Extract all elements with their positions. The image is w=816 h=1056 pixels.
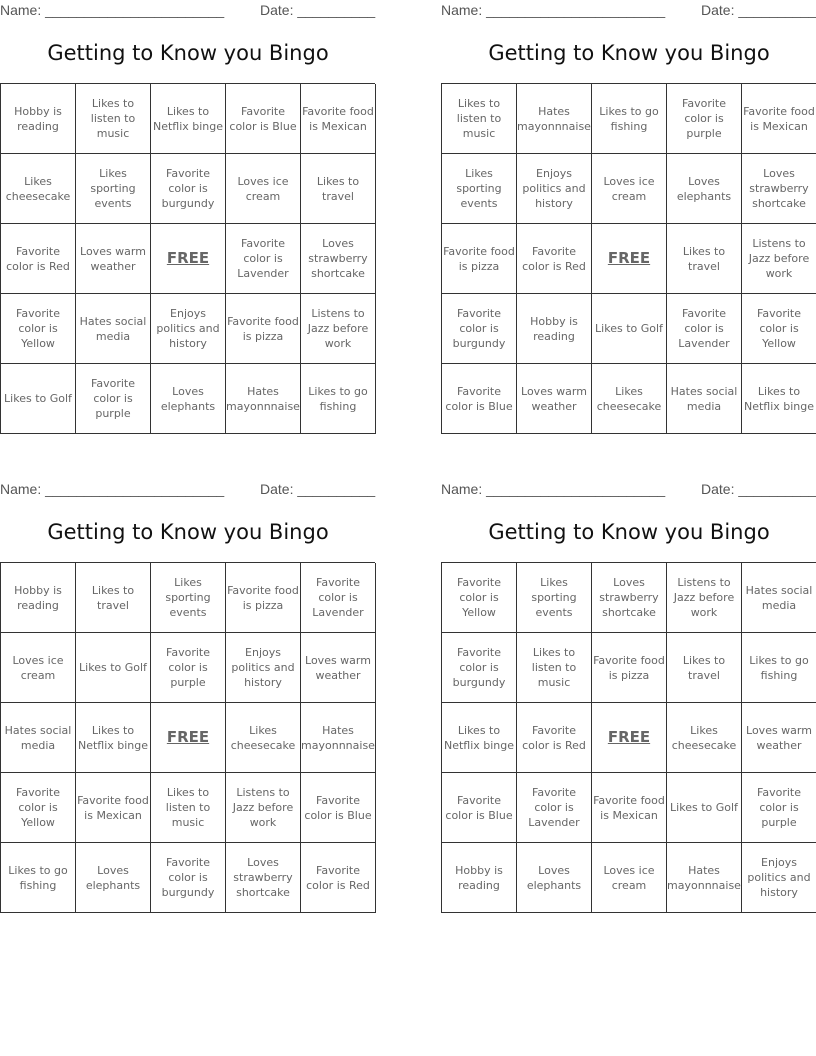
bingo-cell[interactable]: Favorite food is pizza — [592, 633, 667, 703]
bingo-cell[interactable]: Favorite color is Blue — [442, 773, 517, 843]
date-field[interactable]: Date: __________ — [701, 481, 816, 497]
bingo-cell[interactable]: Loves ice cream — [592, 843, 667, 913]
bingo-cell[interactable]: Hates social media — [667, 364, 742, 434]
bingo-cell[interactable]: Loves ice cream — [1, 633, 76, 703]
bingo-cell[interactable]: Hobby is reading — [517, 294, 592, 364]
bingo-cell[interactable]: Favorite color is Yellow — [742, 294, 816, 364]
bingo-cell[interactable]: Loves strawberry shortcake — [742, 154, 816, 224]
bingo-cell[interactable]: Favorite food is Mexican — [76, 773, 151, 843]
bingo-cell[interactable]: Likes to Golf — [76, 633, 151, 703]
bingo-cell[interactable]: Likes to travel — [667, 633, 742, 703]
bingo-cell[interactable]: Enjoys politics and history — [742, 843, 816, 913]
bingo-cell[interactable]: Enjoys politics and history — [517, 154, 592, 224]
bingo-cell[interactable]: Favorite color is Lavender — [517, 773, 592, 843]
bingo-cell[interactable]: Favorite color is Yellow — [1, 773, 76, 843]
bingo-cell[interactable]: Likes to go fishing — [592, 84, 667, 154]
bingo-cell[interactable]: Loves elephants — [151, 364, 226, 434]
bingo-cell[interactable]: Likes to listen to music — [76, 84, 151, 154]
bingo-cell[interactable]: Loves elephants — [76, 843, 151, 913]
bingo-cell[interactable]: Favorite color is Red — [517, 224, 592, 294]
bingo-cell[interactable]: Favorite color is Lavender — [301, 563, 376, 633]
bingo-cell[interactable]: Favorite color is Blue — [442, 364, 517, 434]
free-space[interactable]: FREE — [592, 224, 667, 294]
bingo-card-3 — [0, 479, 376, 919]
bingo-cell[interactable]: Likes sporting events — [517, 563, 592, 633]
bingo-cell[interactable]: Likes cheesecake — [226, 703, 301, 773]
bingo-cell[interactable]: Hates mayonnnaise — [517, 84, 592, 154]
bingo-cell[interactable]: Favorite color is Lavender — [667, 294, 742, 364]
bingo-cell[interactable]: Listens to Jazz before work — [742, 224, 816, 294]
bingo-cell[interactable]: Loves warm weather — [76, 224, 151, 294]
bingo-grid — [441, 562, 816, 913]
name-field[interactable]: Name: _______________________ — [441, 481, 666, 497]
name-date-row — [0, 2, 376, 22]
card-title: Getting to Know you Bingo — [47, 41, 329, 65]
bingo-cell[interactable]: Likes cheesecake — [592, 364, 667, 434]
bingo-cell[interactable]: Favorite color is purple — [667, 84, 742, 154]
bingo-cell[interactable]: Favorite color is Red — [301, 843, 376, 913]
bingo-cell[interactable]: Loves warm weather — [301, 633, 376, 703]
bingo-cell[interactable]: Listens to Jazz before work — [667, 563, 742, 633]
bingo-cell[interactable]: Likes to Golf — [592, 294, 667, 364]
bingo-cell[interactable]: Likes to Netflix binge — [742, 364, 816, 434]
bingo-cell[interactable]: Likes to travel — [76, 563, 151, 633]
bingo-cell[interactable]: Hobby is reading — [442, 843, 517, 913]
bingo-cell[interactable]: Loves warm weather — [742, 703, 816, 773]
bingo-card-4 — [441, 479, 816, 919]
bingo-cell[interactable]: Listens to Jazz before work — [226, 773, 301, 843]
bingo-grid — [441, 83, 816, 434]
bingo-cell[interactable]: Favorite color is Lavender — [226, 224, 301, 294]
bingo-cell[interactable]: Hates social media — [1, 703, 76, 773]
bingo-cell[interactable]: Loves elephants — [667, 154, 742, 224]
bingo-cell[interactable]: Favorite food is Mexican — [592, 773, 667, 843]
bingo-cell[interactable]: Favorite color is Blue — [226, 84, 301, 154]
bingo-cell[interactable]: Favorite food is Mexican — [301, 84, 376, 154]
bingo-cell[interactable]: Loves warm weather — [517, 364, 592, 434]
free-space[interactable]: FREE — [151, 703, 226, 773]
bingo-cell[interactable]: Likes to listen to music — [151, 773, 226, 843]
bingo-cell[interactable]: Likes to listen to music — [517, 633, 592, 703]
card-title: Getting to Know you Bingo — [488, 41, 770, 65]
bingo-cell[interactable]: Listens to Jazz before work — [301, 294, 376, 364]
bingo-cell[interactable]: Likes to Netflix binge — [76, 703, 151, 773]
bingo-cell[interactable]: Hates social media — [76, 294, 151, 364]
bingo-cell[interactable]: Likes to Golf — [667, 773, 742, 843]
bingo-cell[interactable]: Likes sporting events — [151, 563, 226, 633]
free-space[interactable]: FREE — [592, 703, 667, 773]
bingo-cell[interactable]: Likes to Netflix binge — [151, 84, 226, 154]
bingo-cell[interactable]: Loves elephants — [517, 843, 592, 913]
bingo-cell[interactable]: Hates mayonnnaise — [226, 364, 301, 434]
bingo-cell[interactable]: Favorite color is Yellow — [442, 563, 517, 633]
bingo-cell[interactable]: Enjoys politics and history — [151, 294, 226, 364]
bingo-card-2 — [441, 0, 816, 440]
free-space[interactable]: FREE — [151, 224, 226, 294]
bingo-cell[interactable]: Favorite color is purple — [742, 773, 816, 843]
bingo-cell[interactable]: Favorite food is pizza — [226, 563, 301, 633]
bingo-cell[interactable]: Favorite color is burgundy — [151, 843, 226, 913]
name-date-row — [441, 2, 816, 22]
bingo-cell[interactable]: Hates social media — [742, 563, 816, 633]
bingo-cell[interactable]: Loves strawberry shortcake — [301, 224, 376, 294]
card-title: Getting to Know you Bingo — [488, 520, 770, 544]
date-field[interactable]: Date: __________ — [701, 2, 816, 18]
bingo-grid — [0, 83, 375, 434]
bingo-cell[interactable]: Hobby is reading — [1, 563, 76, 633]
date-field[interactable]: Date: __________ — [260, 2, 376, 18]
bingo-cell[interactable]: Likes cheesecake — [667, 703, 742, 773]
bingo-cell[interactable]: Favorite color is burgundy — [151, 154, 226, 224]
bingo-cell[interactable]: Likes to go fishing — [301, 364, 376, 434]
bingo-cell[interactable]: Likes sporting events — [76, 154, 151, 224]
name-field[interactable]: Name: _______________________ — [0, 481, 225, 497]
bingo-cell[interactable]: Enjoys politics and history — [226, 633, 301, 703]
name-date-row — [0, 481, 376, 501]
bingo-cell[interactable]: Favorite color is Yellow — [1, 294, 76, 364]
bingo-cell[interactable]: Hates mayonnnaise — [667, 843, 742, 913]
bingo-cell[interactable]: Hobby is reading — [1, 84, 76, 154]
bingo-cell[interactable]: Favorite color is burgundy — [442, 294, 517, 364]
name-field[interactable]: Name: _______________________ — [0, 2, 225, 18]
name-date-row — [441, 481, 816, 501]
bingo-cell[interactable]: Loves ice cream — [592, 154, 667, 224]
bingo-cell[interactable]: Favorite color is purple — [76, 364, 151, 434]
bingo-cell[interactable]: Likes to travel — [667, 224, 742, 294]
bingo-cell[interactable]: Likes cheesecake — [1, 154, 76, 224]
bingo-cell[interactable]: Likes to travel — [301, 154, 376, 224]
bingo-cell[interactable]: Favorite food is pizza — [226, 294, 301, 364]
bingo-cell[interactable]: Favorite color is burgundy — [442, 633, 517, 703]
bingo-card-1 — [0, 0, 376, 440]
bingo-cell[interactable]: Favorite color is Red — [517, 703, 592, 773]
bingo-cell[interactable]: Loves strawberry shortcake — [226, 843, 301, 913]
bingo-cell[interactable]: Likes sporting events — [442, 154, 517, 224]
bingo-cell[interactable]: Likes to go fishing — [1, 843, 76, 913]
bingo-cell[interactable]: Loves strawberry shortcake — [592, 563, 667, 633]
bingo-cell[interactable]: Favorite color is Blue — [301, 773, 376, 843]
bingo-grid — [0, 562, 375, 913]
card-title: Getting to Know you Bingo — [47, 520, 329, 544]
bingo-cell[interactable]: Favorite food is Mexican — [742, 84, 816, 154]
bingo-cell[interactable]: Likes to listen to music — [442, 84, 517, 154]
bingo-cell[interactable]: Favorite color is purple — [151, 633, 226, 703]
bingo-cell[interactable]: Loves ice cream — [226, 154, 301, 224]
bingo-cell[interactable]: Likes to Netflix binge — [442, 703, 517, 773]
bingo-cell[interactable]: Likes to Golf — [1, 364, 76, 434]
date-field[interactable]: Date: __________ — [260, 481, 376, 497]
bingo-cell[interactable]: Hates mayonnnaise — [301, 703, 376, 773]
bingo-cell[interactable]: Likes to go fishing — [742, 633, 816, 703]
bingo-cell[interactable]: Favorite food is pizza — [442, 224, 517, 294]
name-field[interactable]: Name: _______________________ — [441, 2, 666, 18]
bingo-cell[interactable]: Favorite color is Red — [1, 224, 76, 294]
